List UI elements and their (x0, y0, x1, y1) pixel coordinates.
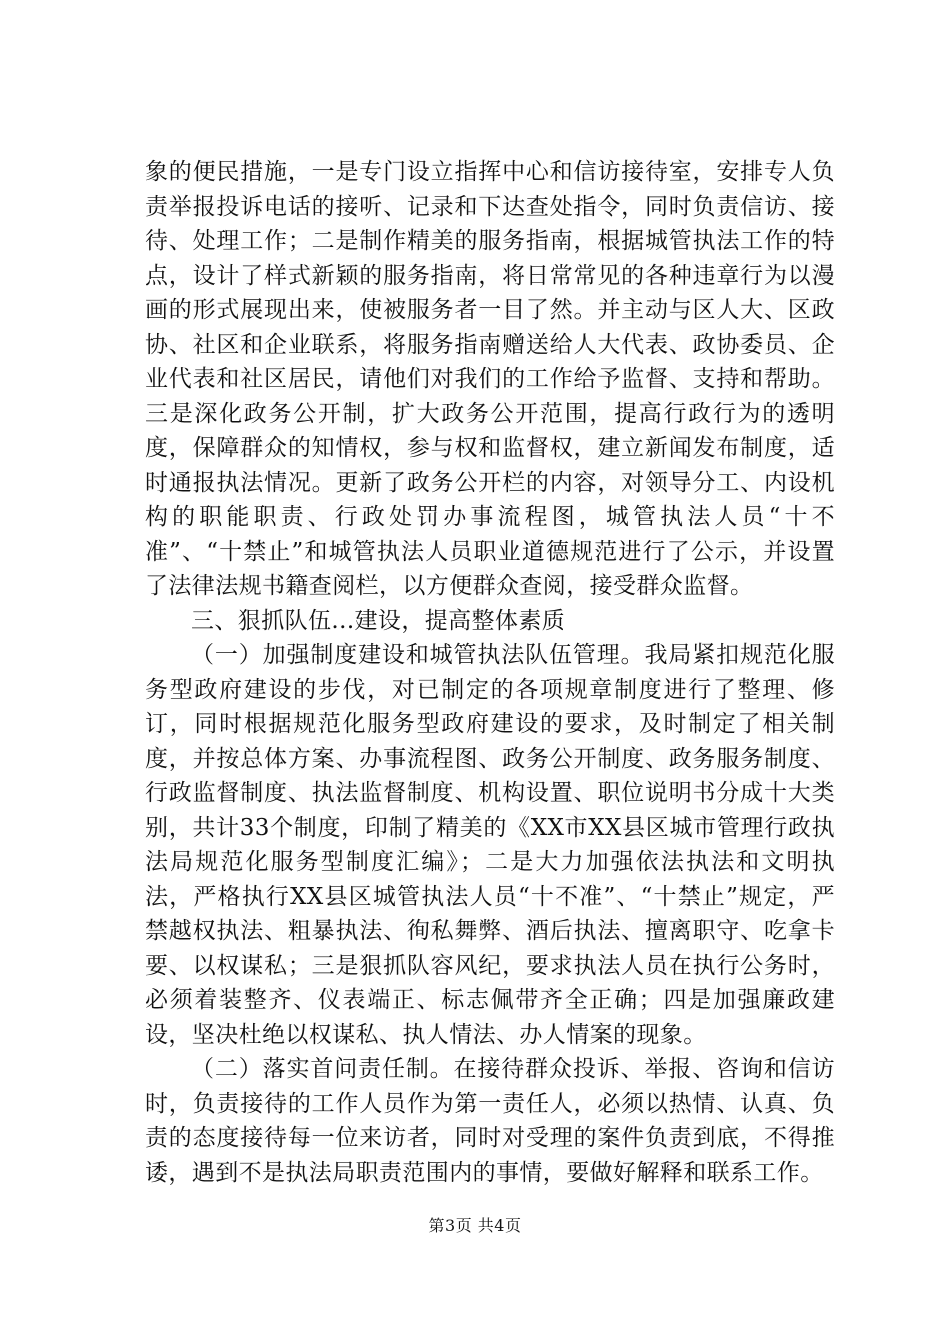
page-number-footer: 第3页 共4页 (428, 1216, 522, 1235)
section-heading-team-building: 三、狠抓队伍...建设，提高整体素质 (191, 607, 566, 634)
document-body (145, 155, 835, 1190)
paragraph-institution-building: （一）加强制度建设和城管执法队伍管理。我局紧扣规范化服务型政府建设的步伐，对已制定的各项规章制度进行了整理、修订，同时根据规范化服务型政府建设的要求，及时制定了相关制度，并按总体方案、办事流程图、政务公开制度、政务服务制度、行政监督制度、执法监督制度、机构设置、职位说明书分成十大类别，共计33个制度，印制了精美的《XX市XX县区城市管理行政执法局规范化服务型制度汇编》；二是大力加强依法执法和文明执法，严格执行XX县区城管执法人员“十不准”、“十禁止”规定，严禁越权执法、粗暴执法、徇私舞弊、酒后执法、擅离职守、吃拿卡要、以权谋私；三是狠抓队容风纪，要求执法人员在执行公务时，必须着装整齐、仪表端正、标志佩带齐全正确；四是加强廉政建设，坚决杜绝以权谋私、执人情法、办人情案的现象。 (145, 642, 835, 1048)
paragraph-first-inquiry-responsibility: （二）落实首问责任制。在接待群众投诉、举报、咨询和信访时，负责接待的工作人员作为第一责任人，必须以热情、认真、负责的态度接待每一位来访者，同时对受理的案件负责到底，不得推诿，遇到不是执法局职责范围内的事情，要做好解释和联系工作。 (145, 1056, 835, 1186)
paragraph-convenience-measures: 象的便民措施，一是专门设立指挥中心和信访接待室，安排专人负责举报投诉电话的接听、记录和下达查处指令，同时负责信访、接待、处理工作；二是制作精美的服务指南，根据城管执法工作的特点，设计了样式新颖的服务指南，将日常常见的各种违章行为以漫画的形式展现出来，使被服务者一目了然。并主动与区人大、区政协、社区和企业联系，将服务指南赠送给人大代表、政协委员、企业代表和社区居民，请他们对我们的工作给予监督、支持和帮助。三是深化政务公开制，扩大政务公开范围，提高行政行为的透明度，保障群众的知情权，参与权和监督权，建立新闻发布制度，适时通报执法情况。更新了政务公开栏的内容，对领导分工、内设机构的职能职责、行政处罚办事流程图，城管执法人员“十不准”、“十禁止”和城管执法人员职业道德规范进行了公示，并设置了法律法规书籍查阅栏，以方便群众查阅，接受群众监督。 (145, 159, 835, 599)
